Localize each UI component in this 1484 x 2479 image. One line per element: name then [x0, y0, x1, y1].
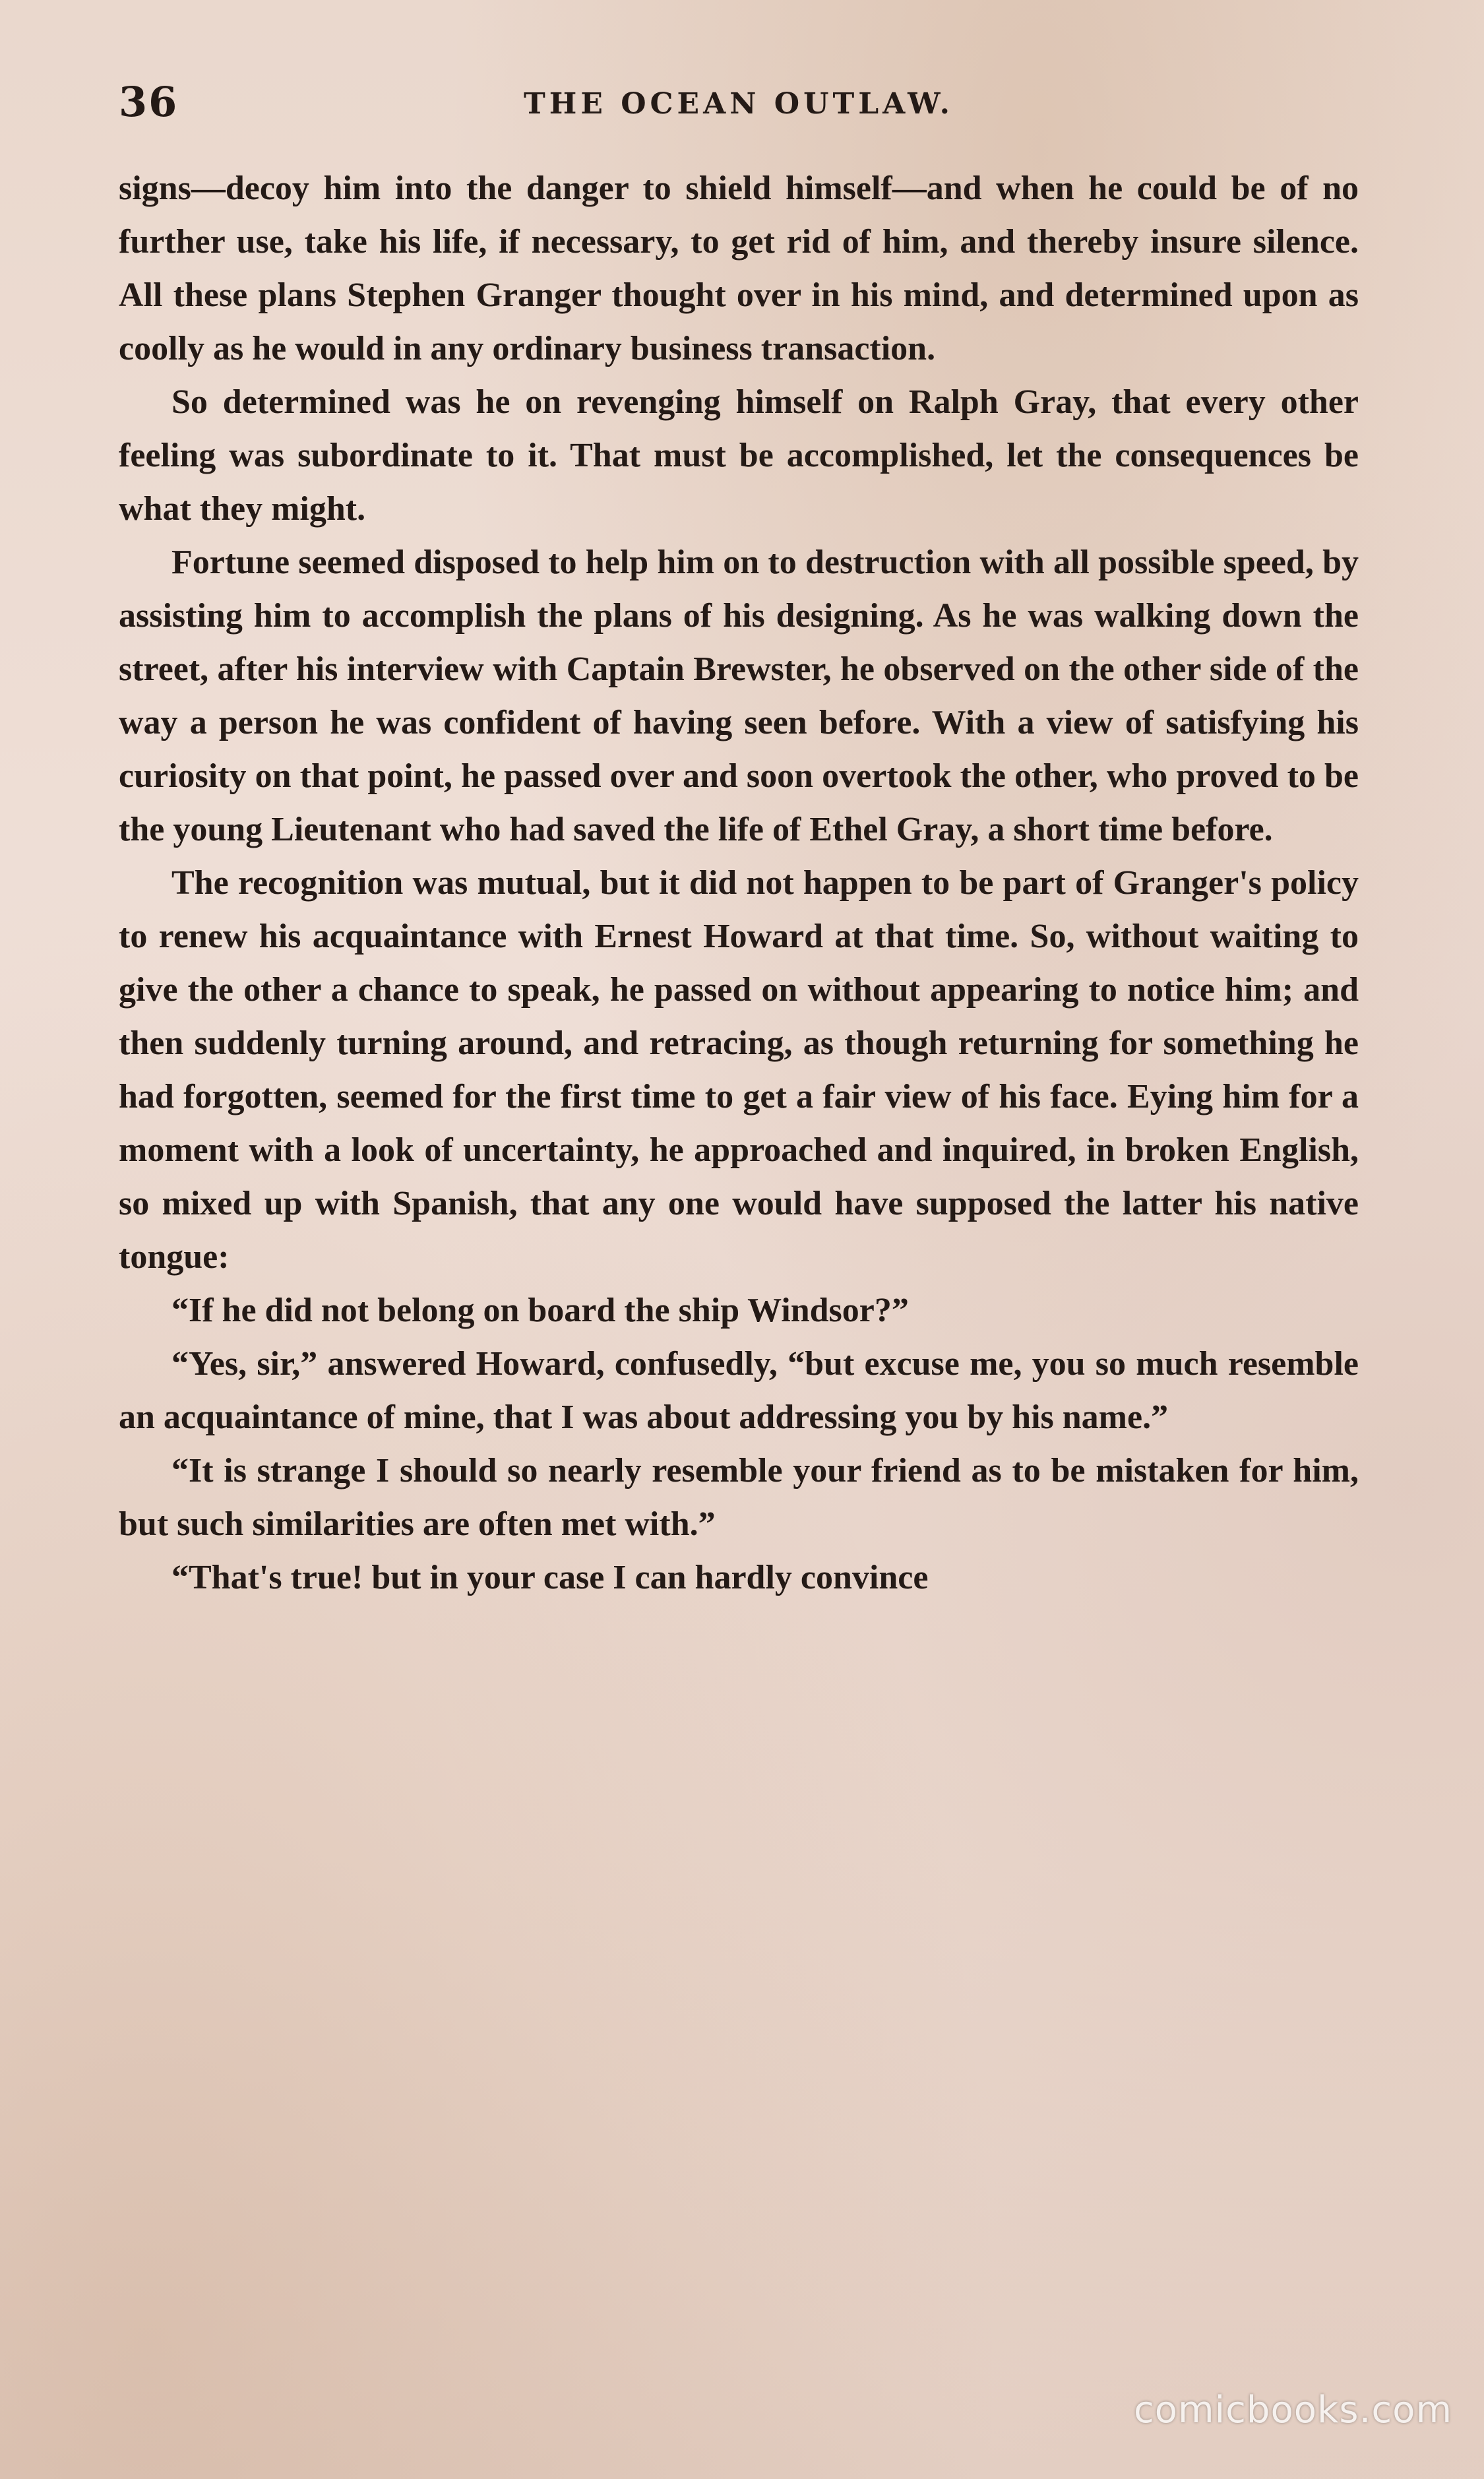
paragraph-7: “It is strange I should so nearly resemble your friend as to be mistaken for him, but such similarities are often met with.” [119, 1452, 1359, 1543]
paragraph-3: Fortune seemed disposed to help him on to destruction with all possible speed, by assisting him to accomplish the plans of his designing. As he was walking down the street, after his interview with Captain Brewster, he observed on the other side of the way a person he was confident of having seen before. With a view of satisfying his curiosity on that point, he passed over and soon overtook the other, who proved to be the young Lieutenant who had saved the life of Ethel Gray, a short time before. [119, 544, 1359, 848]
watermark: comicbooks.com [1133, 2389, 1452, 2432]
page-number: 36 [119, 78, 179, 126]
paragraph-2: So determined was he on revenging himself on Ralph Gray, that every other feeling was subordinate to it. That must be accomplished, let the consequences be what they might. [119, 383, 1359, 528]
page-header [119, 78, 1359, 137]
paragraph-1: signs—decoy him into the danger to shield himself—and when he could be of no further use, take his life, if necessary, to get rid of him, and thereby insure silence. All these plans Stephen Granger thought over in his mind, and determined upon as coolly as he would in any ordinary business transaction. [119, 170, 1359, 367]
paragraph-6: “Yes, sir,” answered Howard, confusedly, “but excuse me, you so much resemble an acquaintance of mine, that I was about addressing you by his name.” [119, 1345, 1359, 1436]
paragraph-8: “That's true! but in your case I can hardly convince [171, 1559, 929, 1596]
paragraph-4: The recognition was mutual, but it did not happen to be part of Granger's policy to renew his acquaintance with Ernest Howard at that time. So, without waiting to give the other a chance to speak, he passed on without appearing to notice him; and then suddenly turning around, and retracing, as though returning for something he had forgotten, seemed for the first time to get a fair view of his face. Eying him for a moment with a look of uncertainty, he approached and inquired, in broken English, so mixed up with Spanish, that any one would have supposed the latter his native tongue: [119, 864, 1359, 1276]
body-text [119, 162, 1359, 1604]
running-title: THE OCEAN OUTLAW. [524, 87, 954, 121]
paragraph-5: “If he did not belong on board the ship Windsor?” [171, 1292, 909, 1329]
